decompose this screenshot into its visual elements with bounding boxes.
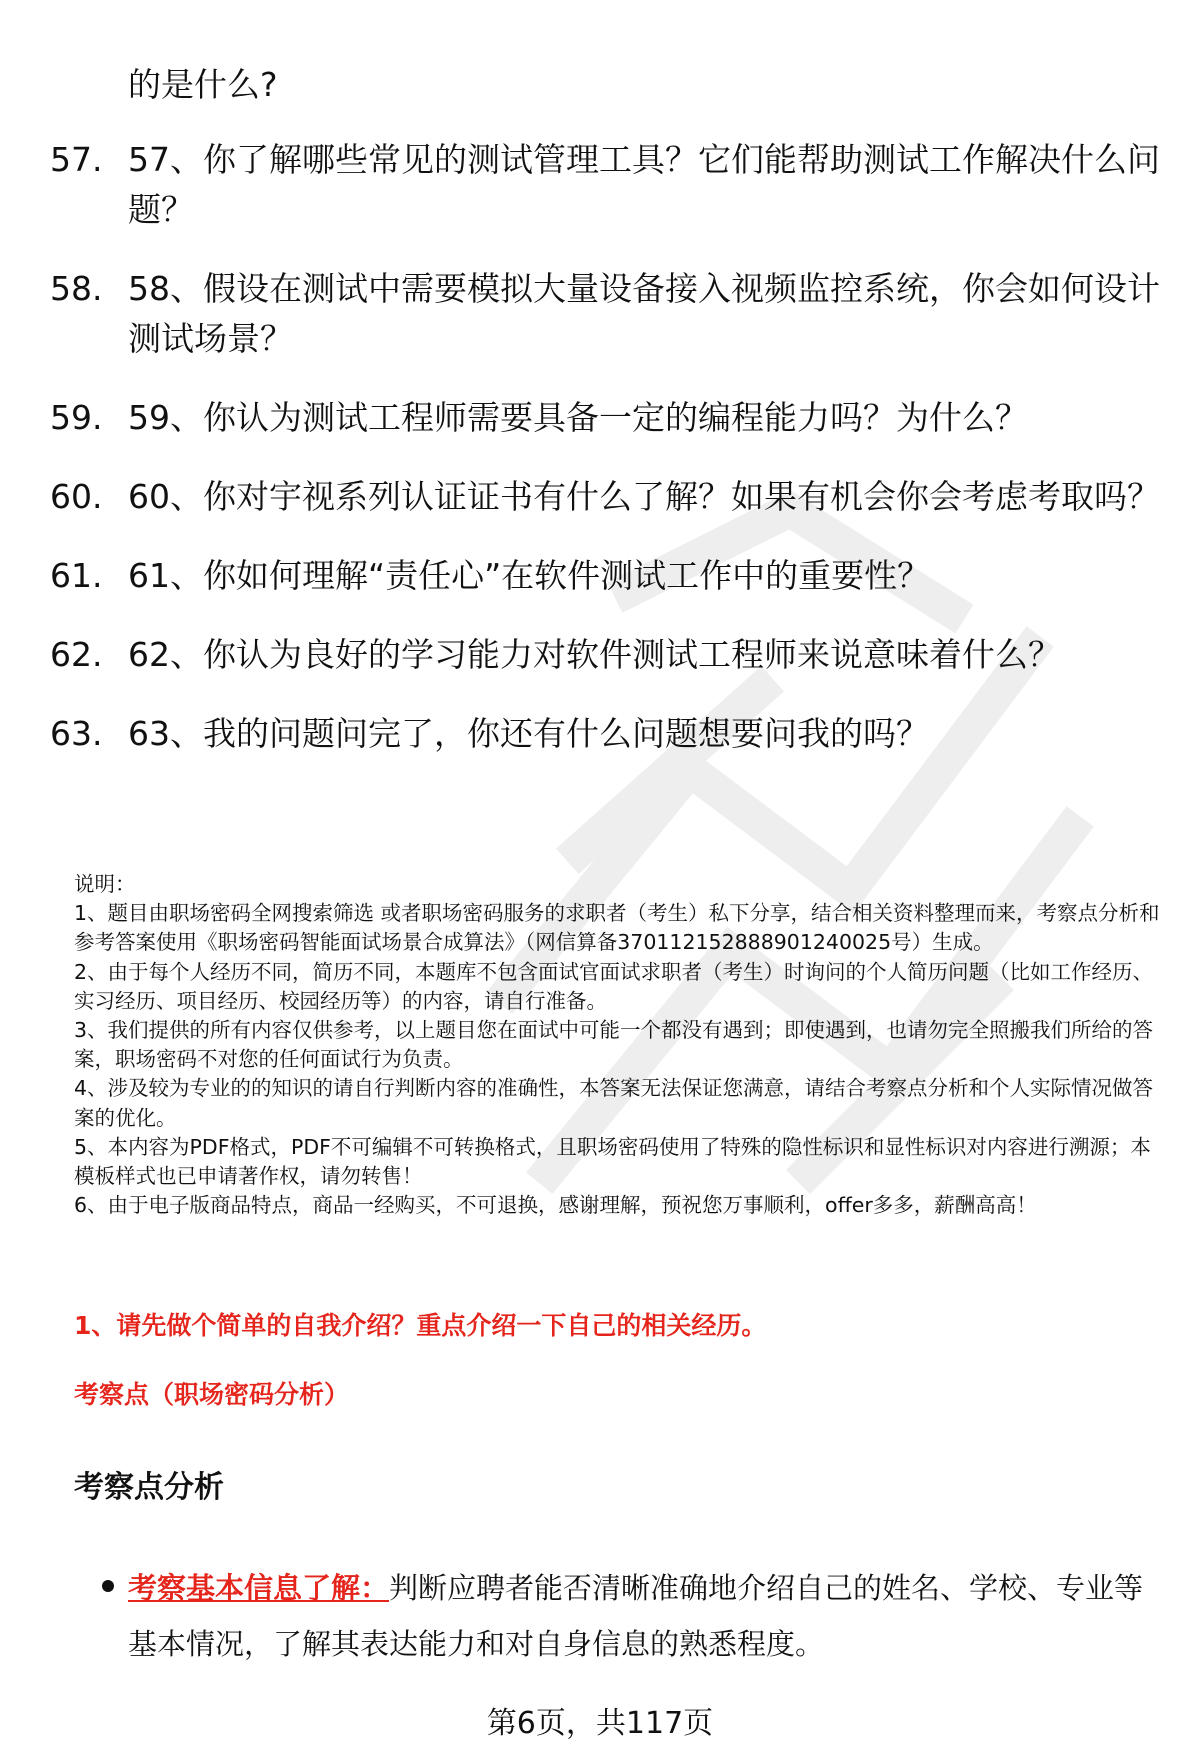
list-item: [50, 393, 1160, 443]
list-item: [50, 135, 1160, 235]
list-item: [50, 709, 1160, 759]
page-footer: 第6页，共117页: [486, 1706, 714, 1741]
list-item: [50, 472, 1160, 522]
question-text: 61、你如何理解“责任心”在软件测试工作中的重要性？: [128, 556, 931, 595]
bullet-label: 考察基本信息了解：: [128, 1571, 390, 1605]
list-item: [50, 630, 1160, 680]
list-number: 59.: [50, 398, 103, 437]
list-number: 58.: [50, 269, 103, 308]
list-number: 63.: [50, 714, 103, 753]
list-number: 61.: [50, 556, 103, 595]
list-item: [50, 551, 1160, 601]
notes-heading: 说明：: [74, 872, 136, 896]
bullet-text: 判断应聘者能否清晰准确地介绍自己的姓名、学校、专业等基本情况，了解其表达能力和对自身信息的熟悉程度。: [128, 1571, 1144, 1661]
list-number: 57.: [50, 140, 103, 179]
bullet-icon: [102, 1580, 114, 1592]
bullet-item: [128, 1560, 1158, 1672]
list-number: 60.: [50, 477, 103, 516]
note-item: 6、由于电子版商品特点，商品一经购买，不可退换，感谢理解，预祝您万事顺利，offer多多，薪酬高高！: [74, 1193, 1037, 1218]
question-text: 62、你认为良好的学习能力对软件测试工程师来说意味着什么？: [128, 635, 1061, 674]
question-heading: 1、请先做个简单的自我介绍？重点介绍一下自己的相关经历。: [74, 1311, 767, 1340]
question-text: 63、我的问题问完了，你还有什么问题想要问我的吗？: [128, 714, 929, 753]
list-number: 62.: [50, 635, 103, 674]
continuation-text: 的是什么?: [128, 65, 278, 104]
question-subheading: 考察点（职场密码分析）: [74, 1380, 350, 1409]
note-item: 4、涉及较为专业的的知识的请自行判断内容的准确性，本答案无法保证您满意，请结合考察点分析和个人实际情况做答案的优化。: [74, 1076, 1154, 1130]
question-text: 58、假设在测试中需要模拟大量设备接入视频监控系统，你会如何设计测试场景？: [128, 269, 1160, 358]
question-text: 59、你认为测试工程师需要具备一定的编程能力吗？为什么？: [128, 398, 1028, 437]
question-text: 57、你了解哪些常见的测试管理工具？它们能帮助测试工作解决什么问题？: [128, 140, 1160, 229]
question-list: [50, 135, 1160, 788]
note-item: 3、我们提供的所有内容仅供参考，以上题目您在面试中可能一个都没有遇到；即使遇到，也请勿完全照搬我们所给的答案，职场密码不对您的任何面试行为负责。: [74, 1018, 1154, 1072]
note-item: 5、本内容为PDF格式，PDF不可编辑不可转换格式，且职场密码使用了特殊的隐性标识和显性标识对内容进行溯源；本模板样式也已申请著作权，请勿转售！: [74, 1134, 1151, 1189]
question-text: 60、你对宇视系列认证证书有什么了解？如果有机会你会考虑考取吗？: [128, 477, 1160, 516]
note-item: 1、题目由职场密码全网搜索筛选 或者职场密码服务的求职者（考生）私下分享，结合相关资料整理而来，考察点分析和参考答案使用《职场密码智能面试场景合成算法》（网信算备370112152888901240025号）生成。: [74, 901, 1160, 955]
list-item: [50, 264, 1160, 364]
section-heading: 考察点分析: [74, 1470, 224, 1505]
disclaimer-notes: [74, 870, 1164, 1220]
note-item: 2、由于每个人经历不同，简历不同，本题库不包含面试官面试求职者（考生）时询问的个人简历问题（比如工作经历、实习经历、项目经历、校园经历等）的内容，请自行准备。: [74, 959, 1154, 1013]
